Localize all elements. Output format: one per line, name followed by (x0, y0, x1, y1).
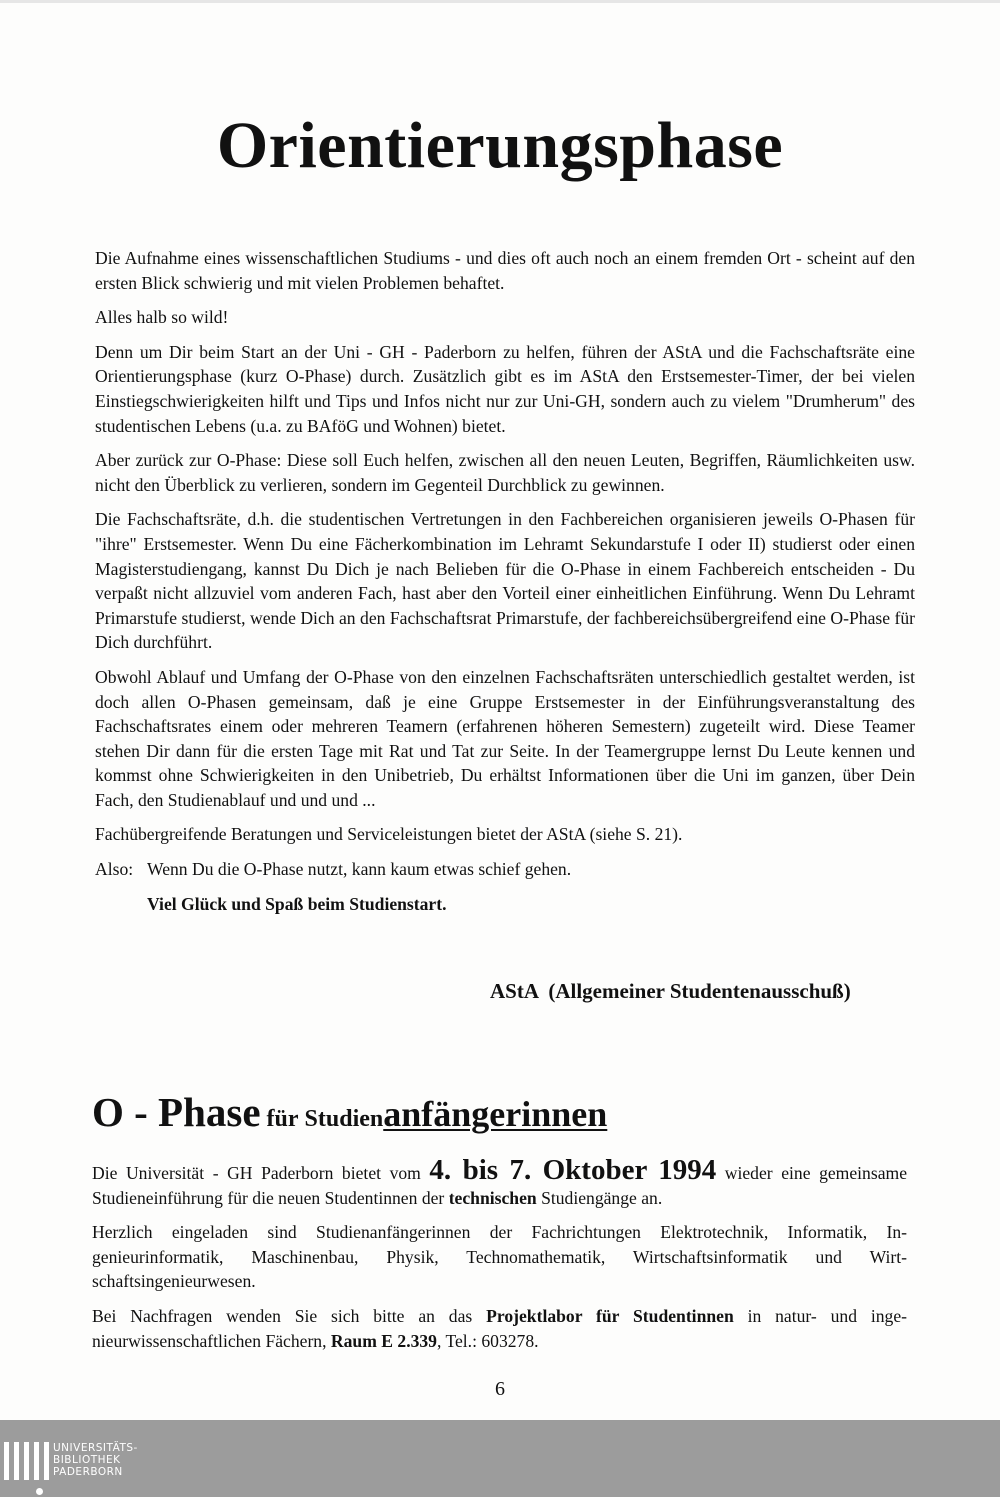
text-run-bold: Projektlabor für Studentinnen (486, 1305, 734, 1326)
library-logo-text (53, 1442, 138, 1478)
paragraph: Obwohl Ablauf und Umfang der O-Phase von den einzelnen Fachschaftsräten unterschiedlich gestaltet werden, ist doch allen O-Phasen gemeinsam, daß je eine Gruppe Erstsemester in der Einführungsveranstaltung des Fachschaftsrates einem oder mehreren Teamern (erfahrenen höheren Semestern) zugeteilt wird. Diese Teamer stehen Dir dann für die ersten Tage mit Rat und Tat zur Seite. In der Teamergruppe lernst Du Leute kennen und kommst ohne Schwierigkeiten in den Unibetrieb, Du erhältst Informationen über die Uni im ganzen, über Dein Fach, den Studienablauf und und und ... (95, 666, 915, 810)
text-run-bold: Raum E 2.339 (330, 1330, 437, 1351)
paragraph: Denn um Dir beim Start an der Uni - GH - Paderborn zu helfen, führen der AStA und die Fachschaftsräte eine Orientierungsphase (kurz O-Phase) durch. Zusätzlich gibt es im AStA den Erstsemester-Timer, der bei vielen Einstiegschwierigkeiten hilft und Tips und Infos nicht nur zur Uni-GH, sondern auch zu vielem "Drumherum" des studentischen Lebens (u.a. zu BAföG und Wohnen) bietet. (95, 341, 915, 436)
heading-part: Studien (304, 1106, 384, 1132)
logo-line: PADERBORN (53, 1466, 123, 1478)
text-run: , Tel.: 603278. (436, 1330, 539, 1351)
text-run: wieder eine gemeinsame Studieneinführung für die neuen Studentinnen der (92, 1163, 907, 1208)
event-dates: 4. bis 7. Oktober 1994 (429, 1154, 717, 1186)
paragraph: Alles halb so wild! (95, 307, 229, 328)
logo-dot-icon (36, 1488, 43, 1495)
library-logo-icon (4, 1442, 49, 1494)
logo-line: BIBLIOTHEK (53, 1454, 121, 1466)
text-run-bold: technischen (448, 1187, 537, 1208)
paragraph: Aber zurück zur O-Phase: Diese soll Euch helfen, zwischen all den neuen Leuten, Begriffen, Räumlichkeiten usw. nicht den Überblick zu verlieren, sondern im Gegenteil Durchblick zu gewinnen. (95, 450, 915, 495)
text-run: Bei Nachfragen wenden Sie sich bitte an das (92, 1305, 473, 1326)
text-run: Die Universität - GH Paderborn bietet vom (92, 1163, 421, 1183)
also-line (95, 857, 915, 882)
heading-part: O - Phase (92, 1089, 261, 1135)
logo-line: UNIVERSITÄTS- (53, 1442, 138, 1454)
paragraph: Herzlich eingeladen sind Studienanfängerinnen der Fachrichtungen Elektrotechnik, Informatik, Ingenieurinformatik, Maschinenbau, Physik, Technomathematik, Wirtschaftsinformatik und Wirtschaftsingenieurwesen. (92, 1222, 907, 1292)
main-text (95, 246, 915, 926)
page-top-edge (0, 0, 1000, 3)
signature: AStA (Allgemeiner Studentenausschuß) (490, 979, 851, 1003)
paragraph: Fachübergreifende Beratungen und Serviceleistungen bietet der AStA (siehe S. 21). (95, 824, 683, 845)
text-run: Studiengänge an. (541, 1187, 663, 1208)
section-text (92, 1154, 907, 1363)
closing-line: Viel Glück und Spaß beim Studienstart. (147, 893, 447, 914)
text-run: in natur- und ingenieurwissenschaftlichen Fächern, (92, 1305, 907, 1351)
also-text: Wenn Du die O-Phase nutzt, kann kaum etwas schief gehen. (147, 859, 572, 880)
heading-part: für (266, 1106, 299, 1132)
page-number: 6 (495, 1378, 505, 1400)
section-heading (92, 1088, 607, 1136)
also-label: Also: (95, 859, 134, 880)
paragraph (92, 1154, 907, 1210)
heading-part-underlined: anfängerinnen (383, 1094, 608, 1134)
paragraph: Die Aufnahme eines wissenschaftlichen Studiums - und dies oft auch noch an einem fremden Ort - scheint auf den ersten Blick schwierig und mit vielen Problemen behaftet. (95, 248, 915, 293)
page-title: Orientierungsphase (216, 109, 784, 182)
library-footer-band (0, 1420, 1000, 1497)
paragraph (92, 1304, 907, 1353)
paragraph: Die Fachschaftsräte, d.h. die studentischen Vertretungen in den Fachbereichen organisieren jeweils O-Phasen für "ihre" Erstsemester. Wenn Du eine Fächerkombination im Lehramt Sekundarstufe I oder II) studierst oder einen Magisterstudiengang, kannst Du Dich je nach Belieben für die O-Phase in einem Fachbereich entscheiden - Du verpaßt nicht allzuviel vom anderen Fach, hast aber den Vorteil einer einheitlichen Einführung. Wenn Du Lehramt Primarstufe studierst, wende Dich an den Fachschaftsrat Primarstufe, der fachbereichsübergreifend eine O-Phase für Dich durchführt. (95, 509, 915, 653)
